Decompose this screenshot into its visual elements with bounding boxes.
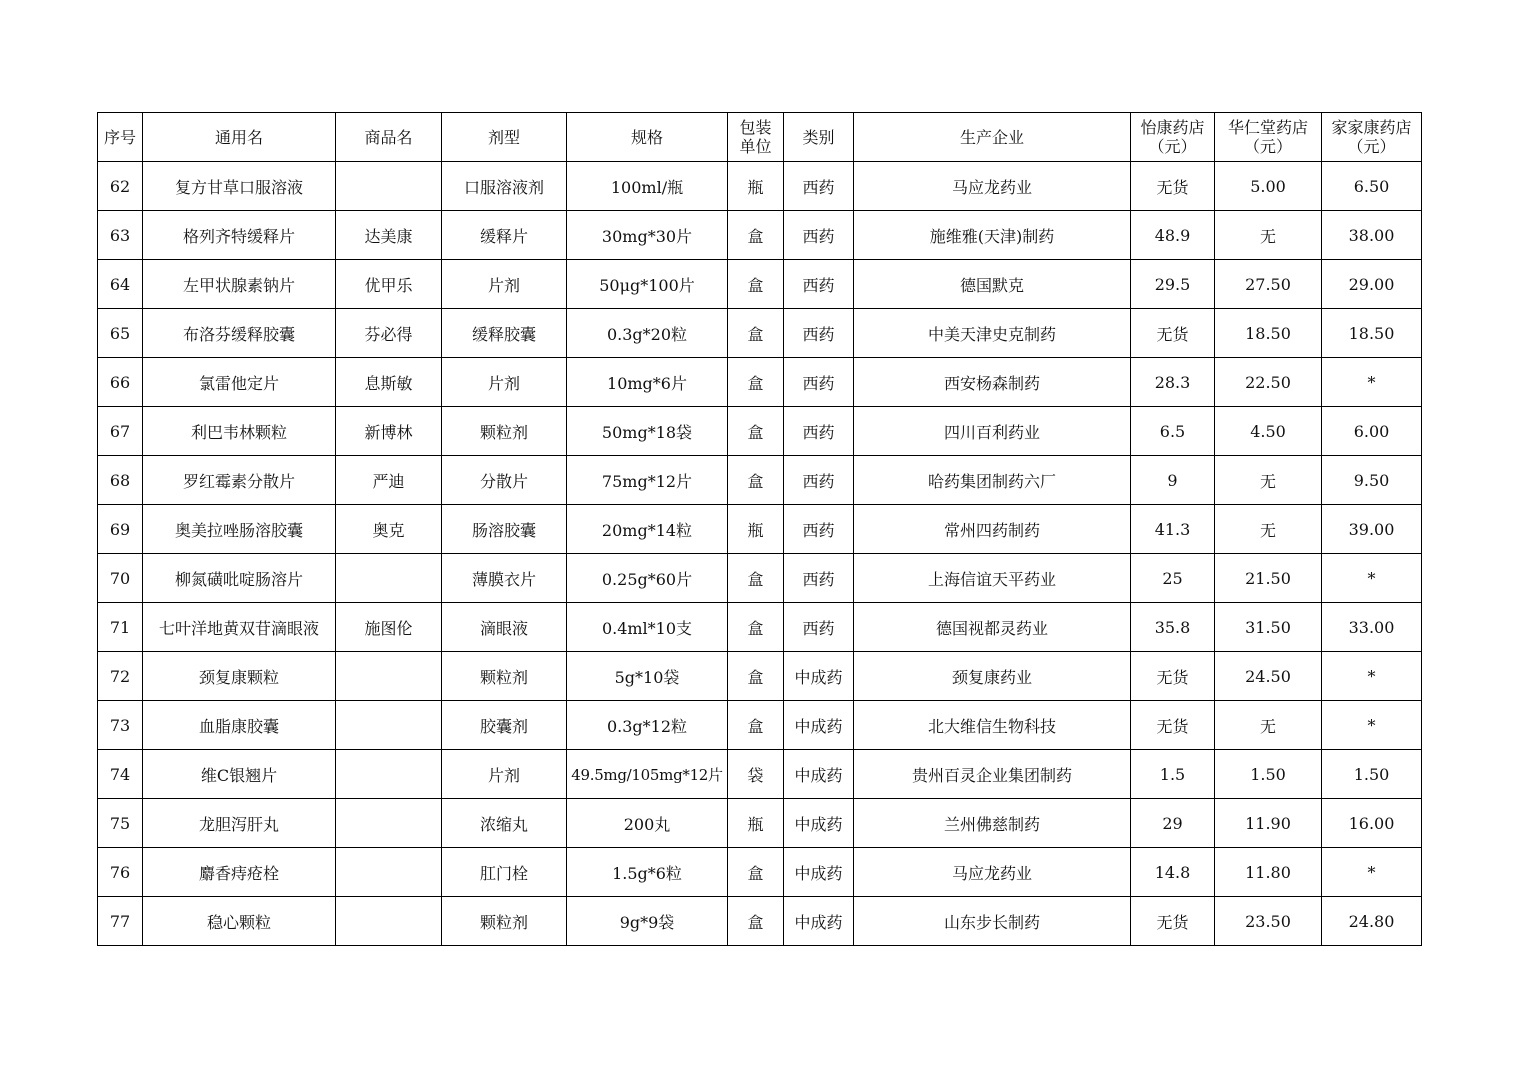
cell-p1: 28.3: [1131, 358, 1215, 407]
cell-p1: 1.5: [1131, 750, 1215, 799]
cell-maker: 兰州佛慈制药: [854, 799, 1131, 848]
cell-maker: 常州四药制药: [854, 505, 1131, 554]
column-header-brand: [336, 113, 442, 162]
column-header-label: 序号: [103, 127, 136, 147]
cell-spec: 49.5mg/105mg*12片: [567, 750, 728, 799]
cell-unit: 瓶: [728, 799, 784, 848]
cell-brand: [336, 162, 442, 211]
table-row: [98, 897, 1422, 946]
cell-p2: 无: [1215, 211, 1322, 260]
cell-brand: [336, 701, 442, 750]
column-header-spec: [567, 113, 728, 162]
cell-form: 片剂: [442, 358, 567, 407]
cell-brand: 奥克: [336, 505, 442, 554]
cell-p2: 27.50: [1215, 260, 1322, 309]
cell-form: 颗粒剂: [442, 652, 567, 701]
cell-p3: *: [1322, 358, 1422, 407]
cell-category: 中成药: [784, 897, 854, 946]
cell-seq: 75: [98, 799, 143, 848]
cell-spec: 1.5g*6粒: [567, 848, 728, 897]
cell-generic: 稳心颗粒: [143, 897, 336, 946]
cell-unit: 瓶: [728, 505, 784, 554]
cell-category: 中成药: [784, 799, 854, 848]
cell-p3: *: [1322, 652, 1422, 701]
cell-unit: 盒: [728, 260, 784, 309]
cell-p2: 18.50: [1215, 309, 1322, 358]
cell-p1: 35.8: [1131, 603, 1215, 652]
table-row: [98, 309, 1422, 358]
cell-p3: 6.50: [1322, 162, 1422, 211]
table-row: [98, 358, 1422, 407]
cell-spec: 200丸: [567, 799, 728, 848]
cell-brand: 施图伦: [336, 603, 442, 652]
cell-form: 胶囊剂: [442, 701, 567, 750]
cell-p1: 14.8: [1131, 848, 1215, 897]
cell-maker: 贵州百灵企业集团制药: [854, 750, 1131, 799]
cell-generic: 格列齐特缓释片: [143, 211, 336, 260]
cell-seq: 73: [98, 701, 143, 750]
cell-maker: 北大维信生物科技: [854, 701, 1131, 750]
cell-generic: 维C银翘片: [143, 750, 336, 799]
column-header-label: 通用名: [214, 127, 263, 147]
cell-seq: 71: [98, 603, 143, 652]
cell-category: 西药: [784, 603, 854, 652]
table-row: [98, 603, 1422, 652]
cell-generic: 麝香痔疮栓: [143, 848, 336, 897]
cell-p1: 48.9: [1131, 211, 1215, 260]
cell-p2: 1.50: [1215, 750, 1322, 799]
cell-category: 西药: [784, 554, 854, 603]
cell-p3: 24.80: [1322, 897, 1422, 946]
cell-spec: 75mg*12片: [567, 456, 728, 505]
column-header-maker: [854, 113, 1131, 162]
cell-p3: *: [1322, 848, 1422, 897]
cell-form: 片剂: [442, 750, 567, 799]
cell-p1: 25: [1131, 554, 1215, 603]
cell-p3: 18.50: [1322, 309, 1422, 358]
cell-category: 中成药: [784, 652, 854, 701]
column-header-form: [442, 113, 567, 162]
cell-form: 口服溶液剂: [442, 162, 567, 211]
cell-category: 中成药: [784, 701, 854, 750]
cell-maker: 马应龙药业: [854, 848, 1131, 897]
cell-spec: 0.25g*60片: [567, 554, 728, 603]
cell-p1: 41.3: [1131, 505, 1215, 554]
cell-generic: 颈复康颗粒: [143, 652, 336, 701]
cell-maker: 马应龙药业: [854, 162, 1131, 211]
cell-seq: 65: [98, 309, 143, 358]
cell-form: 肛门栓: [442, 848, 567, 897]
cell-generic: 左甲状腺素钠片: [143, 260, 336, 309]
cell-spec: 20mg*14粒: [567, 505, 728, 554]
cell-form: 颗粒剂: [442, 407, 567, 456]
cell-generic: 血脂康胶囊: [143, 701, 336, 750]
cell-form: 肠溶胶囊: [442, 505, 567, 554]
column-header-p3: [1322, 113, 1422, 162]
price-table-sheet: [97, 112, 1422, 946]
table-row: [98, 554, 1422, 603]
table-row: [98, 701, 1422, 750]
cell-unit: 盒: [728, 897, 784, 946]
table-row: [98, 260, 1422, 309]
cell-brand: 达美康: [336, 211, 442, 260]
cell-p1: 29: [1131, 799, 1215, 848]
cell-seq: 66: [98, 358, 143, 407]
table-row: [98, 505, 1422, 554]
cell-maker: 中美天津史克制药: [854, 309, 1131, 358]
cell-p2: 无: [1215, 701, 1322, 750]
cell-p3: 9.50: [1322, 456, 1422, 505]
column-header-label: 商品名: [364, 127, 413, 147]
cell-p1: 无货: [1131, 701, 1215, 750]
cell-category: 西药: [784, 505, 854, 554]
table-row: [98, 848, 1422, 897]
cell-p1: 29.5: [1131, 260, 1215, 309]
table-row: [98, 750, 1422, 799]
cell-seq: 74: [98, 750, 143, 799]
cell-p3: 33.00: [1322, 603, 1422, 652]
cell-spec: 0.3g*20粒: [567, 309, 728, 358]
cell-maker: 上海信谊天平药业: [854, 554, 1131, 603]
cell-unit: 盒: [728, 211, 784, 260]
cell-seq: 62: [98, 162, 143, 211]
cell-p1: 9: [1131, 456, 1215, 505]
cell-form: 浓缩丸: [442, 799, 567, 848]
cell-p1: 无货: [1131, 162, 1215, 211]
cell-spec: 9g*9袋: [567, 897, 728, 946]
cell-unit: 盒: [728, 848, 784, 897]
cell-p3: 38.00: [1322, 211, 1422, 260]
column-header-label: 家家康药店: [1331, 118, 1412, 137]
cell-category: 西药: [784, 309, 854, 358]
cell-maker: 山东步长制药: [854, 897, 1131, 946]
cell-p3: 1.50: [1322, 750, 1422, 799]
cell-category: 西药: [784, 162, 854, 211]
cell-seq: 72: [98, 652, 143, 701]
cell-p1: 6.5: [1131, 407, 1215, 456]
cell-p3: 16.00: [1322, 799, 1422, 848]
cell-p2: 21.50: [1215, 554, 1322, 603]
table-row: [98, 652, 1422, 701]
column-header-label: 生产企业: [959, 127, 1024, 147]
cell-category: 西药: [784, 456, 854, 505]
column-header-sublabel: （元）: [1347, 137, 1396, 156]
cell-form: 分散片: [442, 456, 567, 505]
cell-p1: 无货: [1131, 652, 1215, 701]
cell-brand: 严迪: [336, 456, 442, 505]
cell-generic: 利巴韦林颗粒: [143, 407, 336, 456]
column-header-unit: [728, 113, 784, 162]
cell-generic: 氯雷他定片: [143, 358, 336, 407]
cell-brand: 新博林: [336, 407, 442, 456]
cell-unit: 盒: [728, 456, 784, 505]
cell-generic: 布洛芬缓释胶囊: [143, 309, 336, 358]
cell-p2: 22.50: [1215, 358, 1322, 407]
table-row: [98, 162, 1422, 211]
cell-spec: 0.4ml*10支: [567, 603, 728, 652]
cell-seq: 69: [98, 505, 143, 554]
cell-p2: 11.80: [1215, 848, 1322, 897]
cell-p1: 无货: [1131, 309, 1215, 358]
cell-p2: 11.90: [1215, 799, 1322, 848]
column-header-label: 规格: [630, 127, 663, 147]
column-header-generic: [143, 113, 336, 162]
cell-category: 西药: [784, 260, 854, 309]
cell-seq: 77: [98, 897, 143, 946]
table-row: [98, 799, 1422, 848]
cell-unit: 盒: [728, 358, 784, 407]
cell-form: 缓释片: [442, 211, 567, 260]
cell-brand: [336, 750, 442, 799]
cell-p3: 39.00: [1322, 505, 1422, 554]
column-header-label: 类别: [802, 127, 835, 147]
cell-seq: 68: [98, 456, 143, 505]
column-header-sublabel: （元）: [1243, 137, 1292, 156]
cell-maker: 四川百利药业: [854, 407, 1131, 456]
cell-generic: 奥美拉唑肠溶胶囊: [143, 505, 336, 554]
cell-form: 薄膜衣片: [442, 554, 567, 603]
column-header-category: [784, 113, 854, 162]
cell-form: 缓释胶囊: [442, 309, 567, 358]
cell-form: 颗粒剂: [442, 897, 567, 946]
cell-unit: 盒: [728, 554, 784, 603]
cell-unit: 盒: [728, 652, 784, 701]
cell-unit: 盒: [728, 603, 784, 652]
cell-seq: 67: [98, 407, 143, 456]
cell-spec: 50mg*18袋: [567, 407, 728, 456]
cell-p3: *: [1322, 554, 1422, 603]
cell-brand: 芬必得: [336, 309, 442, 358]
cell-p2: 5.00: [1215, 162, 1322, 211]
cell-brand: 息斯敏: [336, 358, 442, 407]
cell-p3: 6.00: [1322, 407, 1422, 456]
cell-generic: 龙胆泻肝丸: [143, 799, 336, 848]
cell-p2: 4.50: [1215, 407, 1322, 456]
cell-unit: 盒: [728, 701, 784, 750]
cell-unit: 袋: [728, 750, 784, 799]
cell-p2: 23.50: [1215, 897, 1322, 946]
cell-maker: 德国视都灵药业: [854, 603, 1131, 652]
table-row: [98, 456, 1422, 505]
column-header-label: 怡康药店: [1140, 118, 1205, 137]
cell-brand: [336, 554, 442, 603]
cell-seq: 64: [98, 260, 143, 309]
cell-category: 中成药: [784, 848, 854, 897]
cell-category: 西药: [784, 211, 854, 260]
table-row: [98, 407, 1422, 456]
cell-brand: [336, 897, 442, 946]
cell-unit: 盒: [728, 309, 784, 358]
cell-unit: 瓶: [728, 162, 784, 211]
cell-p2: 31.50: [1215, 603, 1322, 652]
cell-brand: [336, 799, 442, 848]
column-header-sublabel: 单位: [739, 137, 772, 156]
cell-seq: 70: [98, 554, 143, 603]
cell-brand: [336, 652, 442, 701]
cell-seq: 76: [98, 848, 143, 897]
cell-spec: 100ml/瓶: [567, 162, 728, 211]
table-header-row: [98, 113, 1422, 162]
cell-maker: 哈药集团制药六厂: [854, 456, 1131, 505]
cell-generic: 罗红霉素分散片: [143, 456, 336, 505]
cell-generic: 七叶洋地黄双苷滴眼液: [143, 603, 336, 652]
cell-unit: 盒: [728, 407, 784, 456]
drug-price-table: [97, 112, 1422, 946]
cell-generic: 柳氮磺吡啶肠溶片: [143, 554, 336, 603]
cell-category: 西药: [784, 358, 854, 407]
cell-maker: 德国默克: [854, 260, 1131, 309]
table-body: [98, 162, 1422, 946]
cell-form: 片剂: [442, 260, 567, 309]
cell-p3: 29.00: [1322, 260, 1422, 309]
cell-p2: 无: [1215, 505, 1322, 554]
cell-maker: 颈复康药业: [854, 652, 1131, 701]
cell-spec: 30mg*30片: [567, 211, 728, 260]
cell-seq: 63: [98, 211, 143, 260]
cell-spec: 10mg*6片: [567, 358, 728, 407]
column-header-sublabel: （元）: [1148, 137, 1197, 156]
cell-form: 滴眼液: [442, 603, 567, 652]
cell-p3: *: [1322, 701, 1422, 750]
cell-brand: [336, 848, 442, 897]
column-header-label: 包装: [739, 118, 772, 137]
column-header-label: 剂型: [487, 127, 520, 147]
cell-spec: 5g*10袋: [567, 652, 728, 701]
column-header-p1: [1131, 113, 1215, 162]
cell-category: 中成药: [784, 750, 854, 799]
cell-spec: 0.3g*12粒: [567, 701, 728, 750]
cell-maker: 施维雅(天津)制药: [854, 211, 1131, 260]
cell-p2: 24.50: [1215, 652, 1322, 701]
column-header-p2: [1215, 113, 1322, 162]
column-header-label: 华仁堂药店: [1227, 118, 1308, 137]
table-row: [98, 211, 1422, 260]
cell-category: 西药: [784, 407, 854, 456]
cell-spec: 50μg*100片: [567, 260, 728, 309]
column-header-seq: [98, 113, 143, 162]
cell-p2: 无: [1215, 456, 1322, 505]
cell-generic: 复方甘草口服溶液: [143, 162, 336, 211]
cell-brand: 优甲乐: [336, 260, 442, 309]
cell-p1: 无货: [1131, 897, 1215, 946]
cell-maker: 西安杨森制药: [854, 358, 1131, 407]
